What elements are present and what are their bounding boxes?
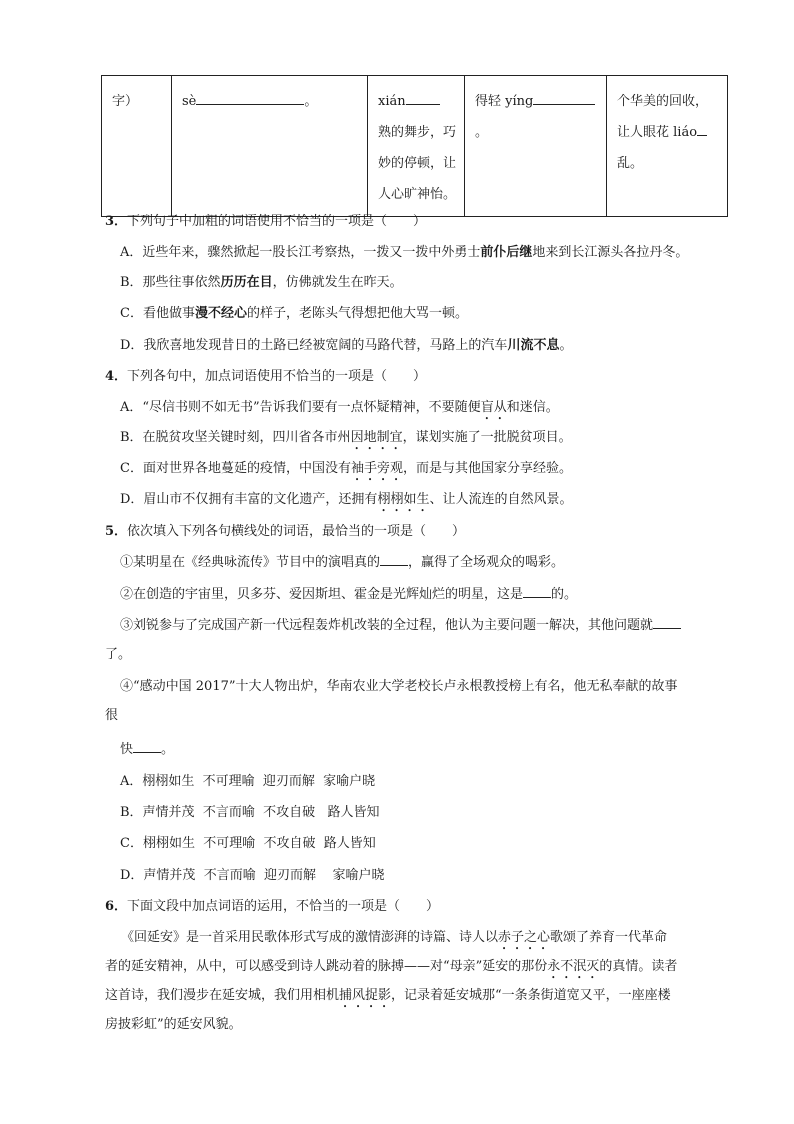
table-cell: 字） — [102, 76, 172, 217]
question-5-sentence-3-cont: 了。 — [105, 647, 132, 662]
question-4-option-d: D．眉山市不仅拥有丰富的文化遗产，还拥有栩栩如生、让人流连的自然风景。 — [120, 492, 573, 507]
question-3-option-d: D．我欣喜地发现昔日的土路已经被宽阔的马路代替，马路上的汽车川流不息。 — [120, 338, 573, 353]
question-5-option-d: D．声情并茂 不言而喻 迎刃而解 家喻户晓 — [120, 868, 385, 883]
question-5-sentence-1: ①某明星在《经典咏流传》节目中的演唱真的 ，赢得了全场观众的喝彩。 — [120, 555, 565, 570]
table-cell: sè 。 — [172, 76, 368, 217]
table-cell: 得轻 yíng。 — [465, 76, 607, 217]
question-4-stem: 4．下列各句中，加点词语使用不恰当的一项是（ ） — [105, 369, 427, 384]
question-5-sentence-3: ③刘锐参与了完成国产新一代远程轰炸机改装的全过程，他认为主要问题一解决，其他问题就 — [120, 616, 740, 635]
question-5-sentence-4-cont: 很 — [105, 708, 119, 723]
question-5-sentence-2: ②在创造的宇宙里，贝多芬、爱因斯坦、霍金是光辉灿烂的明星，这是 的。 — [120, 587, 578, 602]
question-5-sentence-4: ④“感动中国 2017”十大人物出炉，华南农业大学老校长卢永根教授榜上有名，他无私奉献的故事 — [120, 679, 678, 694]
question-3-stem: 3．下列句子中加粗的词语使用不恰当的一项是（ ） — [105, 214, 427, 229]
question-6-stem: 6．下面文段中加点词语的运用，不恰当的一项是（ ） — [105, 899, 440, 914]
question-5-sentence-4-end: 快 。 — [120, 742, 175, 757]
question-4-option-a: A．“尽信书则不如无书”告诉我们要有一点怀疑精神，不要随便盲从和迷信。 — [120, 400, 559, 415]
question-3-option-b: B．那些往事依然历历在目，仿佛就发生在昨天。 — [120, 275, 403, 290]
question-5-option-b: B．声情并茂 不言而喻 不攻自破 路人皆知 — [120, 805, 380, 820]
question-3-option-c: C．看他做事漫不经心的样子，老陈头气得想把他大骂一顿。 — [120, 306, 468, 321]
table-cell: xián 熟的舞步，巧 妙的停顿，让 人心旷神怡。 — [368, 76, 465, 217]
question-4-option-b: B．在脱贫攻坚关键时刻，四川省各市州因地制宜，谋划实施了一批脱贫项目。 — [120, 430, 572, 445]
question-5-stem: 5．依次填入下列各句横线处的词语，最恰当的一项是（ ） — [105, 524, 466, 539]
table-cell: 个华美的回收， 让人眼花 liáo 乱。 — [607, 76, 728, 217]
question-5-option-c: C．栩栩如生 不可理喻 不攻自破 路人皆知 — [120, 836, 376, 851]
question-6-paragraph: 《回延安》是一首采用民歌体形式写成的激情澎湃的诗篇、诗人以赤子之心歌颂了养育一代革命 者的延安精神，从中，可以感受到诗人跳动着的脉搏——对“母亲”延安的那份永不泯灭的真情。读者 这首诗，我们漫步在延安城，我们用相机捕风捉影，记录着延安城那“一条条街道宽又平，一座座楼 房披彩虹”的延安风貌。 — [105, 930, 678, 1032]
question-4-option-c: C．面对世界各地蔓延的疫情，中国没有袖手旁观，而是与其他国家分享经验。 — [120, 461, 572, 476]
question-5-option-a: A．栩栩如生 不可理喻 迎刃而解 家喻户晓 — [120, 774, 376, 789]
question-3-option-a: A．近些年来，骤然掀起一股长江考察热，一拨又一拨中外勇士前仆后继地来到长江源头各拉丹冬。 — [120, 245, 689, 260]
pinyin-table — [101, 75, 728, 217]
